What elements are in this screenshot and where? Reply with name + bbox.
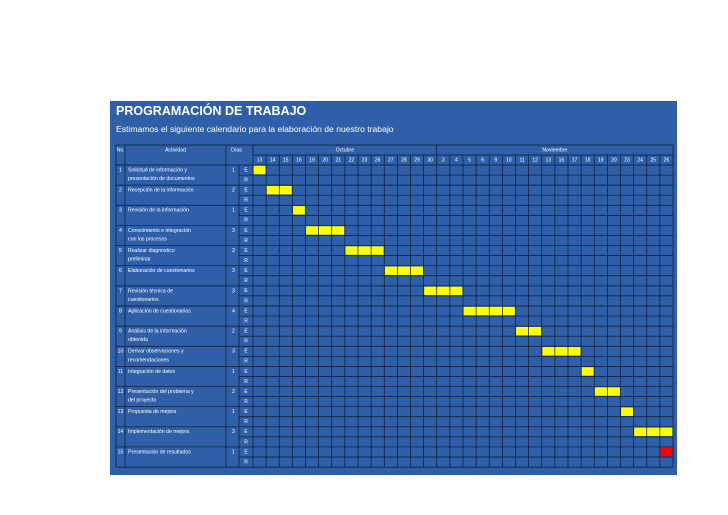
activity-name: Análisis de la información [128, 328, 187, 335]
row-marker-e: E [244, 268, 248, 275]
activity-days: 3 [232, 268, 235, 275]
date-label: 20 [322, 157, 328, 164]
row-marker-e: E [244, 388, 248, 395]
activity-name: Aplicación de cuestionarios [128, 308, 191, 315]
date-label: 9 [494, 157, 498, 164]
date-label: 17 [571, 157, 578, 164]
activity-days: 2 [232, 388, 235, 395]
date-label: 5 [468, 157, 471, 164]
gantt-sheet [110, 101, 677, 475]
date-label: 22 [348, 157, 355, 164]
row-marker-r: R [244, 298, 248, 305]
activity-name: Revisión técnica de [128, 288, 173, 295]
date-label: 13 [256, 157, 263, 164]
activity-name: Presentación de resultados [128, 449, 191, 456]
activity-days: 3 [232, 247, 235, 254]
activity-days: 1 [232, 449, 235, 456]
activity-name: obtenida [128, 337, 148, 344]
date-label: 15 [283, 157, 289, 164]
row-marker-r: R [244, 459, 248, 466]
header-no: No. [116, 147, 125, 154]
date-label: 27 [388, 157, 394, 164]
planned-bar [582, 367, 594, 375]
row-marker-e: E [244, 409, 248, 416]
date-label: 3 [441, 157, 445, 164]
planned-bar [542, 347, 580, 355]
row-marker-r: R [244, 338, 248, 345]
date-label: 23 [624, 157, 630, 164]
activity-name: cuestionarios [128, 296, 159, 303]
planned-bar [293, 206, 305, 214]
activity-no: 15 [117, 449, 124, 456]
row-marker-e: E [244, 429, 248, 436]
row-marker-r: R [244, 257, 248, 264]
activity-name: Elaboración de cuestionarios [128, 268, 195, 275]
activity-no: 6 [119, 268, 122, 275]
activity-days: 1 [232, 167, 235, 174]
row-marker-r: R [244, 278, 248, 285]
activity-no: 11 [117, 368, 124, 375]
row-marker-e: E [244, 247, 248, 254]
row-marker-e: E [244, 449, 248, 456]
row-marker-r: R [244, 419, 248, 426]
row-marker-e: E [244, 227, 248, 234]
document-subtitle: Estimamos el siguiente calendario para la elaboración de nuestro trabajo [116, 124, 394, 134]
date-label: 19 [309, 157, 315, 164]
row-marker-r: R [244, 237, 248, 244]
activity-days: 1 [232, 409, 235, 416]
activity-name: Implementación de mejora [128, 429, 190, 436]
activity-days: 2 [232, 187, 235, 194]
date-label: 4 [455, 157, 458, 164]
activity-days: 3 [232, 348, 235, 355]
row-marker-e: E [244, 328, 248, 335]
milestone-bar [660, 448, 672, 456]
row-marker-e: E [244, 368, 248, 375]
activity-name: Propuesta de mejora [128, 409, 177, 416]
activity-days: 3 [232, 288, 235, 295]
activity-name: Derivar observaciones y [128, 348, 184, 355]
activity-days: 4 [232, 308, 235, 315]
date-label: 24 [637, 157, 643, 164]
activity-days: 3 [232, 227, 235, 234]
date-label: 16 [558, 157, 565, 164]
date-label: 28 [401, 157, 407, 164]
activity-no: 13 [117, 409, 124, 416]
activity-name: Solicitud de información y [128, 167, 188, 174]
month-label: Octubre [335, 147, 355, 154]
activity-no: 4 [119, 227, 122, 234]
activity-name: recomendaciones [128, 357, 169, 364]
date-label: 30 [427, 157, 433, 164]
row-marker-r: R [244, 378, 248, 385]
activity-no: 2 [119, 187, 122, 194]
planned-bar [621, 407, 633, 415]
date-label: 16 [296, 157, 302, 164]
date-label: 19 [598, 157, 604, 164]
row-marker-e: E [244, 167, 248, 174]
date-label: 29 [414, 157, 420, 164]
row-marker-e: E [244, 187, 248, 194]
date-label: 13 [545, 157, 552, 164]
row-marker-r: R [244, 439, 248, 446]
row-marker-e: E [244, 288, 248, 295]
activity-name: preliminar [128, 256, 151, 263]
row-marker-r: R [244, 318, 248, 325]
date-label: 25 [650, 157, 657, 164]
planned-bar [345, 246, 383, 254]
row-marker-e: E [244, 207, 248, 214]
activity-no: 7 [119, 288, 122, 295]
activity-no: 9 [119, 328, 122, 335]
activity-name: del proyecto [128, 397, 157, 404]
activity-name: presentación de documentos [128, 176, 195, 183]
date-label: 26 [663, 157, 670, 164]
activity-days: 2 [232, 328, 235, 335]
date-label: 12 [532, 157, 538, 164]
activity-days: 1 [232, 368, 235, 375]
activity-name: Integración de datos [128, 368, 176, 375]
activity-no: 12 [117, 388, 124, 395]
activity-no: 1 [119, 167, 122, 174]
activity-name: Conocimiento e integración [128, 227, 191, 234]
date-label: 21 [335, 157, 342, 164]
activity-days: 1 [232, 207, 235, 214]
row-marker-e: E [244, 308, 248, 315]
activity-no: 3 [119, 207, 122, 214]
planned-bar [634, 428, 672, 436]
activity-days: 3 [232, 429, 235, 436]
date-label: 18 [584, 157, 591, 164]
activity-no: 10 [117, 348, 124, 355]
row-marker-r: R [244, 177, 248, 184]
row-marker-e: E [244, 348, 248, 355]
planned-bar [306, 226, 344, 234]
planned-bar [254, 166, 266, 174]
gantt-chart [110, 101, 677, 475]
header-activity: Actividad [164, 147, 187, 154]
date-label: 11 [519, 157, 525, 164]
activity-name: Realizar diagnostico [128, 247, 175, 254]
date-label: 26 [374, 157, 381, 164]
activity-no: 14 [117, 429, 124, 436]
planned-bar [385, 267, 423, 275]
row-marker-r: R [244, 398, 248, 405]
date-label: 23 [361, 157, 368, 164]
row-marker-r: R [244, 217, 248, 224]
document-title: PROGRAMACIÓN DE TRABAJO [116, 104, 307, 118]
activity-no: 8 [119, 308, 122, 315]
date-label: 6 [481, 157, 485, 164]
activity-name: Presentación del problema y [128, 388, 194, 395]
activity-name: con los procesos [128, 236, 167, 243]
header-days: Días [231, 147, 242, 154]
row-marker-r: R [244, 197, 248, 204]
activity-name: Revisión de la información [128, 207, 189, 214]
date-label: 20 [611, 157, 617, 164]
activity-no: 5 [119, 247, 122, 254]
planned-bar [424, 287, 462, 295]
date-label: 14 [269, 157, 276, 164]
activity-name: Recepción de la información [128, 187, 194, 194]
month-label: Noviembre [542, 147, 568, 154]
date-label: 10 [506, 157, 512, 164]
row-marker-r: R [244, 358, 248, 365]
